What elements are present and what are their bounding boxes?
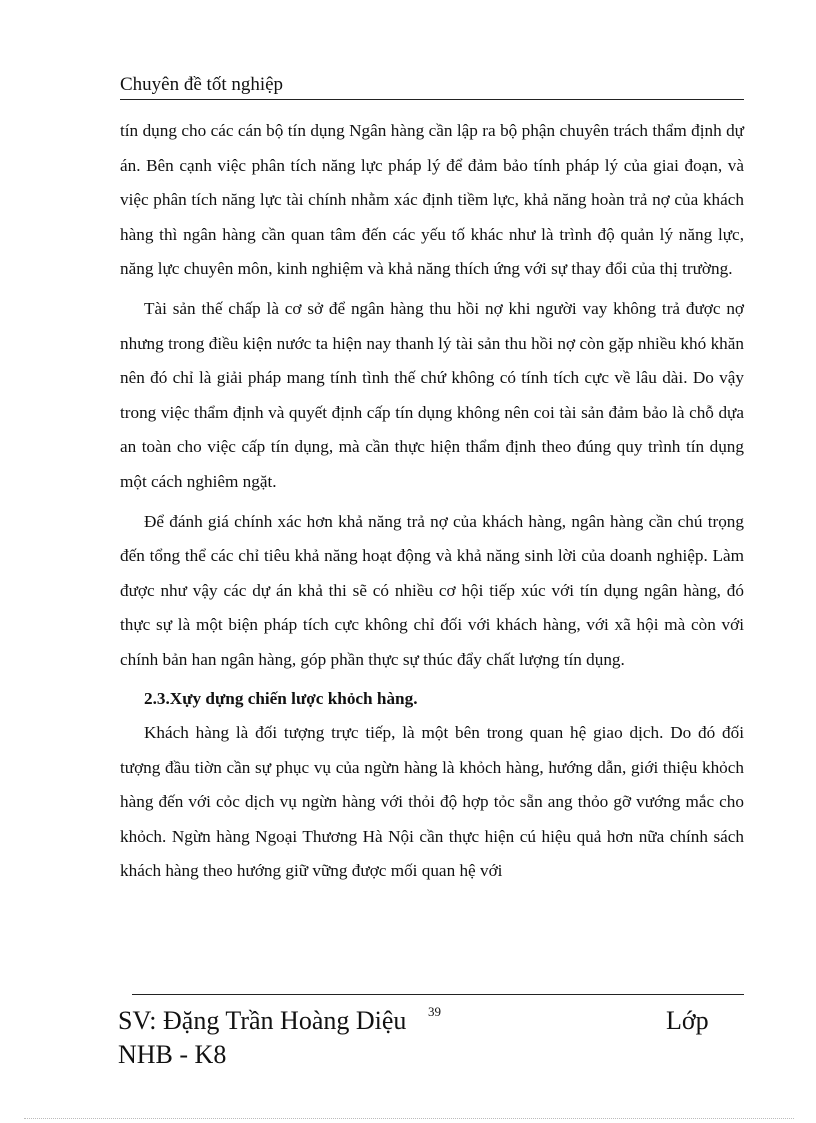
footer-divider bbox=[132, 994, 744, 995]
body-paragraph: Khách hàng là đối tượng trực tiếp, là một bên trong quan hệ giao dịch. Do đó đối tượng đầu tiờn cần sự phục vụ của ngừn hàng là khỏch hàng, hướng dẫn, giới thiệu khỏch hàng đến với cỏc dịch vụ ngừn hàng với thỏi độ hợp tỏc sẵn ang thỏo gỡ vướng mắc cho khỏch. Ngừn hàng Ngoại Thương Hà Nội cần thực hiện cú hiệu quả hơn nữa chính sách khách hàng theo hướng giữ vững được mối quan hệ với bbox=[120, 723, 744, 881]
page-bottom-border bbox=[24, 1118, 794, 1119]
body-paragraph: Để đánh giá chính xác hơn khả năng trả nợ của khách hàng, ngân hàng cần chú trọng đến tổng thể các chỉ tiêu khả năng hoạt động và khả năng sinh lời của doanh nghiệp. Làm được như vậy các dự án khả thi sẽ có nhiều cơ hội tiếp xúc với tín dụng ngân hàng, đó thực sự là một biện pháp tích cực không chỉ đối với khách hàng, với xã hội mà còn với chính bản han ngân hàng, góp phần thực sự thúc đẩy chất lượng tín dụng. bbox=[120, 511, 744, 669]
footer-class-label: Lớp bbox=[666, 1006, 709, 1035]
body-paragraph: tín dụng cho các cán bộ tín dụng Ngân hàng cần lập ra bộ phận chuyên trách thẩm định dự án. Bên cạnh việc phân tích năng lực pháp lý để đảm bảo tính pháp lý của giai đoạn, và việc phân tích năng lực tài chính nhằm xác định tiềm lực, khả năng hoàn trả nợ của khách hàng thì ngân hàng cần quan tâm đến các yếu tố khác như là trình độ quản lý năng lực, năng lực chuyên môn, kinh nghiệm và khả năng thích ứng với sự thay đổi của thị trường. bbox=[120, 121, 744, 279]
page-number: 39 bbox=[428, 1004, 441, 1019]
body-paragraph: Tài sản thế chấp là cơ sở để ngân hàng thu hồi nợ khi người vay không trả được nợ nhưng trong điều kiện nước ta hiện nay thanh lý tài sản thu hồi nợ còn gặp nhiều khó khăn nên đó chỉ là giải pháp mang tính tình thế chứ không có tính tích cực về lâu dài. Do vậy trong việc thẩm định và quyết định cấp tín dụng không nên coi tài sản đảm bảo là chỗ dựa an toàn cho việc cấp tín dụng, mà cần thực hiện thẩm định theo đúng quy trình tín dụng một cách nghiêm ngặt. bbox=[120, 298, 744, 491]
footer-class-name: NHB - K8 bbox=[118, 1040, 227, 1069]
footer-student-name: SV: Đặng Trần Hoàng Diệu bbox=[118, 1006, 407, 1035]
page-header-title: Chuyên đề tốt nghiệp bbox=[120, 74, 284, 95]
page-footer bbox=[118, 1004, 718, 1072]
section-heading: 2.3.Xựy dựng chiến lược khỏch hàng. bbox=[144, 688, 418, 708]
header-divider bbox=[120, 99, 744, 100]
document-body bbox=[120, 114, 744, 889]
